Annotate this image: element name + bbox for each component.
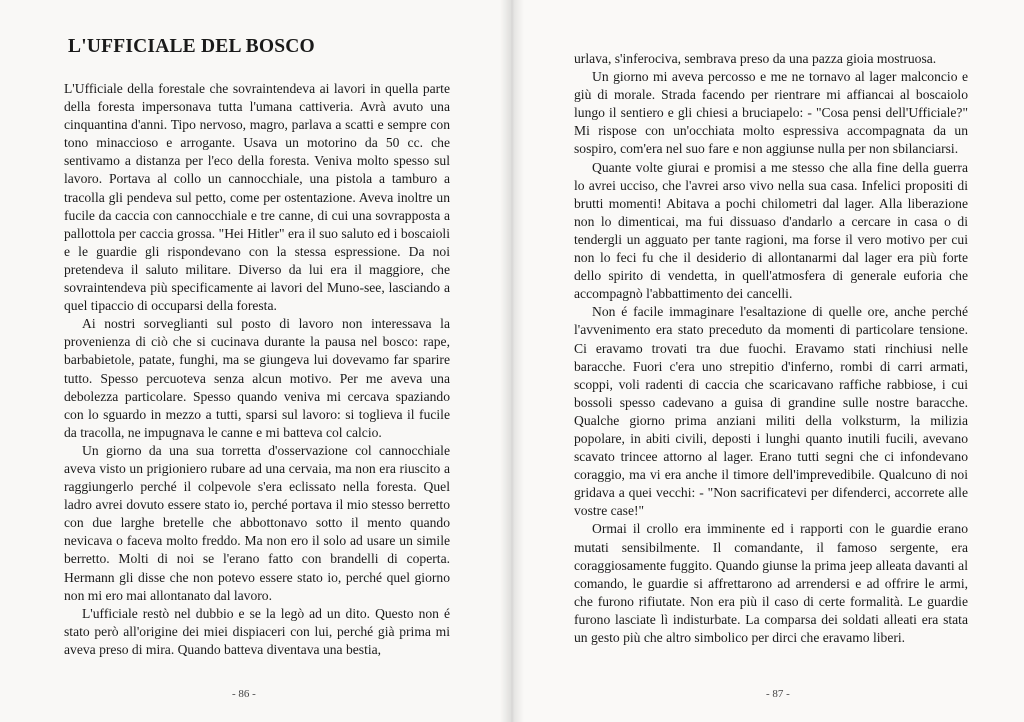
paragraph: Ai nostri sorveglianti sul posto di lavoro non interessava la provenienza di ciò che si cucinava durante la pausa nel bosco: rape, barbabietole, patate, funghi, ma se giungeva lui dovevamo far sparire tutto. Spesso percuoteva senza alcun motivo. Per me aveva una debolezza particolare. Spesso quando veniva mi cercava spaziando con lo sguardo in mezzo a tutti, sparsi sul lavoro: si toglieva il fucile da tracolla, ne impugnava le canne e mi batteva col calcio. xyxy=(64,316,450,440)
paragraph: L'ufficiale restò nel dubbio e se la legò ad un dito. Questo non é stato però all'origine dei miei dispiaceri con lui, perché già prima mi aveva preso di mira. Quando batteva diventava una bestia, xyxy=(64,605,450,657)
right-page xyxy=(512,0,1024,722)
paragraph: Non é facile immaginare l'esaltazione di quelle ore, anche perché l'avvenimento era stato preceduto da momenti di particolare tensione. Ci eravamo trovati tra due fuochi. Eravamo stati rinchiusi nelle baracche. Fuori c'era uno strepitio d'inferno, rombi di carri armati, scoppi, voli radenti di caccia che scaricavano raffiche rabbiose, i cui bossoli spesso cadevano a guisa di grandine sulle nostre baracche. Qualche giorno prima anziani militi della volksturm, la milizia popolare, in abiti civili, deposti i lunghi quanto inutili fucili, avevano scavato trincee attorno al lager. Erano tutti segni che ci infondevano coraggio, ma vi era anche il timore dell'imprevedibile. Qualcuno di noi gridava a quei vecchi: - "Non sacrificatevi per difenderci, accorrete alle vostre case!" xyxy=(574,304,968,519)
book-gutter xyxy=(500,0,524,722)
paragraph: Ormai il crollo era imminente ed i rapporti con le guardie erano mutati sensibilmente. Il comandante, il famoso sergente, era coraggiosamente fuggito. Quando giunse la prima jeep alleata davanti al comando, le guardie si affrettarono ad arrendersi e ad offrire le armi, che furono rifiutate. Non era più il caso di certe formalità. Le guardie furono lasciate lì indisturbate. La comparsa dei soldati alleati era stata un gesto più che altro simbolico per dirci che eravamo liberi. xyxy=(574,521,968,645)
paragraph: Un giorno mi aveva percosso e me ne tornavo al lager malconcio e giù di morale. Strada facendo per rientrare mi affiancai al boscaiolo lungo il sentiero e gli chiesi a bruciapelo: - "Cosa pensi dell'Ufficiale?" Mi rispose con un'occhiata molto espressiva accompagnata da un sospiro, com'era nel suo fare e non aggiunse nulla per non sbilanciarsi. xyxy=(574,69,968,157)
paragraph: urlava, s'inferociva, sembrava preso da una pazza gioia mostruosa. xyxy=(574,51,937,66)
paragraph: Un giorno da una sua torretta d'osservazione col cannocchiale aveva visto un prigioniero rubare ad una cervaia, ma non era riuscito a raggiungerlo perché il colpevole s'era eclissato nella foresta. Quel ladro avrei dovuto essere stato io, perché portava il mio stesso berretto con due larghe bretelle che abbottonavo sotto il mento quando nevicava o faceva molto freddo. Ma non ero il solo ad usare un simile berretto. Molti di noi se l'erano fatto con brandelli di coperta. Hermann gli disse che non potevo essere stato io, perché quel giorno non mi ero mai allontanato dal lavoro. xyxy=(64,442,450,603)
right-page-text xyxy=(574,50,968,647)
left-page-text xyxy=(64,80,450,659)
page-number: - 87 - xyxy=(766,688,790,700)
paragraph: L'Ufficiale della forestale che sovraintendeva ai lavori in quella parte della foresta impersonava tutta l'umana cattiveria. Avrà avuto una cinquantina d'anni. Tipo nervoso, magro, parlava a scatti e sempre con tono minaccioso e arrogante. Usava un motorino da 50 cc. che sentivamo a distanza per l'eco della foresta. Veniva molto spesso sul lavoro. Portava al collo un cannocchiale, una pistola a tamburo a tracolla gli pendeva sul petto, come per ostentazione. Aveva inoltre un fucile da caccia con cannocchiale e tre canne, di cui una sovrapposta a pallottola per caccia grossa. "Hei Hitler" era il suo saluto ed i boscaioli e le guardie gli rispondevano con la stessa espressione. Da noi pretendeva il saluto militare. Diverso da lui era il maggiore, che sovraintendeva più specificamente ai lavori del Muno-see, lasciando a quel tipaccio di occuparsi della foresta. xyxy=(64,81,450,314)
paragraph: Quante volte giurai e promisi a me stesso che alla fine della guerra lo avrei ucciso, che l'avrei arso vivo nella sua casa. Infelici propositi di brutti momenti! Abitava a pochi chilometri dal lager. Alla liberazione non lo dimenticai, ma fui dissuaso d'andarlo a cercare in casa o di tendergli un agguato per tante ragioni, ma forse il vero motivo per cui non lo feci fu che il desiderio di allontanarmi dal lager era più forte dello spirito di vendetta, in quell'atmosfera di generale euforia che accompagnò l'abbattimento dei cancelli. xyxy=(574,159,968,302)
page-number: - 86 - xyxy=(232,688,256,700)
chapter-title: L'UFFICIALE DEL BOSCO xyxy=(68,36,315,57)
